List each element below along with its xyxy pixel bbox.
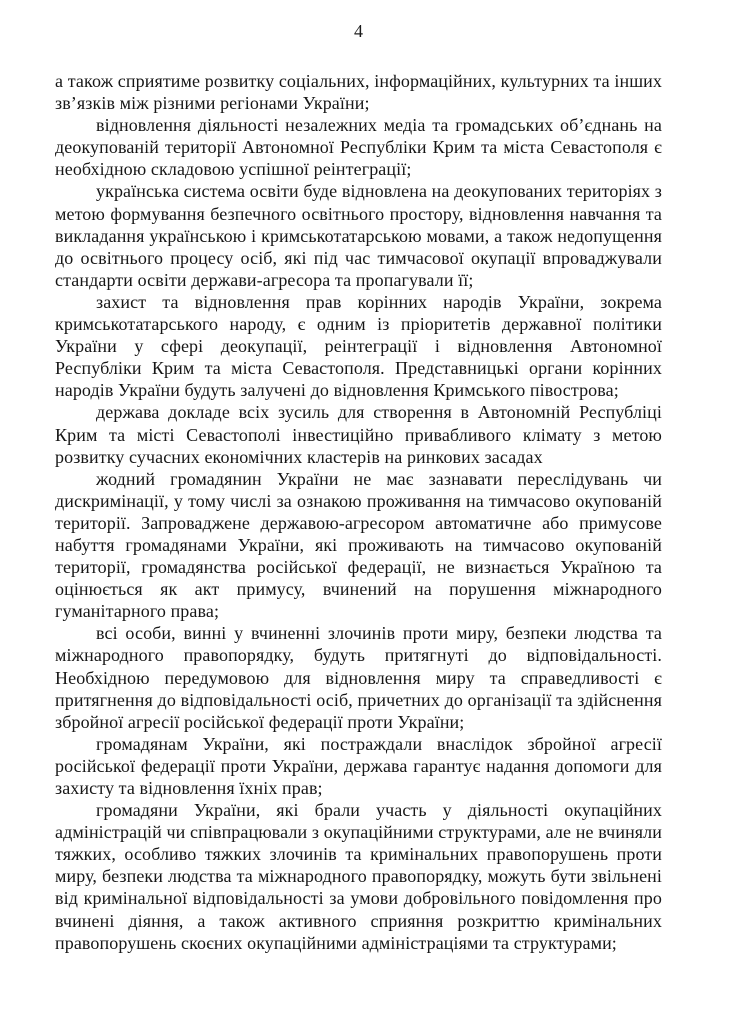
document-body [0, 70, 731, 954]
paragraph-media-restoration: відновлення діяльності незалежних медіа та громадських об’єднань на деокупованій території Автономної Республіки Крим та міста Севастополя є необхідною складовою успішної реінтеграції; [55, 115, 662, 180]
paragraph-exemption-conditions: громадяни України, які брали участь у діяльності окупаційних адміністрацій чи співпрацювали з окупаційними структурами, але не вчиняли тяжких, особливо тяжких злочинів та кримінальних правопорушень проти миру, безпеки людства та міжнародного правопорядку, можуть бути звільнені від кримінальної відповідальності за умови добровільного повідомлення про вчинені діяння, а також активного сприяння розкриттю кримінальних правопорушень скоєних окупаційними адміністраціями та структурами; [55, 800, 662, 953]
paragraph-accountability: всі особи, винні у вчиненні злочинів проти миру, безпеки людства та міжнародного правопорядку, будуть притягнуті до відповідальності. Необхідною передумовою для відновлення миру та справедливості є притягнення до відповідальності осіб, причетних до організації та здійснення збройної агресії російської федерації проти України; [55, 623, 662, 732]
paragraph-citizenship-nonrecognition: жодний громадянин України не має зазнавати переслідувань чи дискримінації, у тому числі за ознакою проживання на тимчасово окупованій території. Запроваджене державою-агресором автоматичне або примусове набуття громадянами України, які проживають на тимчасово окупованій території, громадянства російської федерації, не визнається Україною та оцінюється як акт примусу, вчинений на порушення міжнародного гуманітарного права; [55, 468, 662, 622]
paragraph-education-system: українська система освіти буде відновлена на деокупованих територіях з метою формування безпечного освітнього простору, відновлення навчання та викладання українською і кримськотатарською мовами, а також недопущення до освітнього процесу осіб, які під час тимчасової окупації впроваджували стандарти освіти держави-агресора та пропагували її; [55, 181, 662, 290]
paragraph-regional-ties: а також сприятиме розвитку соціальних, інформаційних, культурних та інших зв’язків між різними регіонами України; [55, 71, 662, 114]
paragraph-indigenous-rights: захист та відновлення прав корінних народів України, зокрема кримськотатарського народу, є одним із пріоритетів державної політики України у сфері деокупації, реінтеграції і відновлення Автономної Республіки Крим та міста Севастополя. Представницькі органи корінних народів України будуть залучені до відновлення Кримського півострова; [55, 291, 662, 401]
paragraph-investment-climate: держава докладе всіх зусиль для створення в Автономній Республіці Крим та місті Севастополі інвестиційно привабливого клімату з метою розвитку сучасних економічних кластерів на ринкових засадах [55, 402, 662, 467]
page-number: 4 [354, 21, 363, 41]
paragraph-victim-assistance: громадянам України, які постраждали внаслідок збройної агресії російської федерації проти України, держава гарантує надання допомоги для захисту та відновлення їхніх прав; [55, 733, 662, 798]
